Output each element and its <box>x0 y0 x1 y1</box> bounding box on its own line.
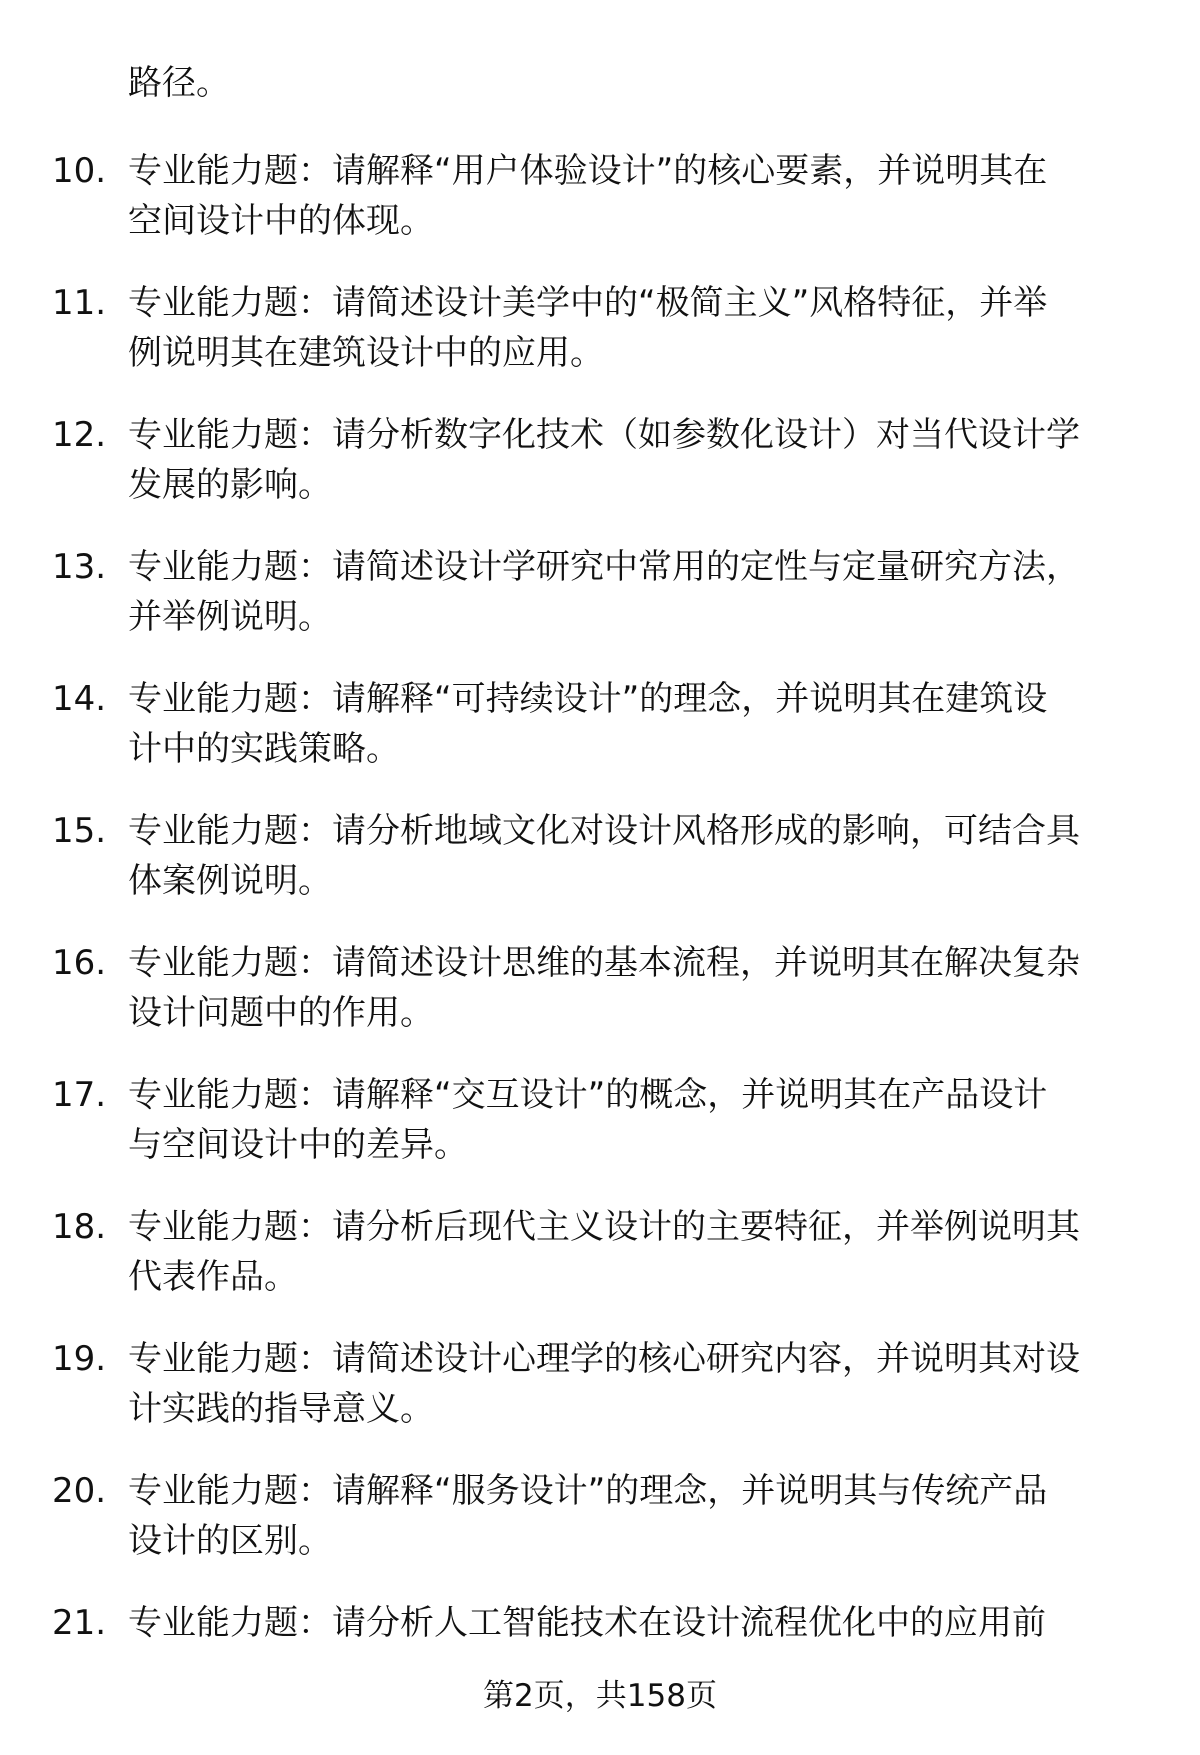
question-text <box>128 1334 1138 1434</box>
question-line: 专业能力题：请分析地域文化对设计风格形成的影响，可结合具 <box>128 811 1080 851</box>
question-line: 代表作品。 <box>128 1257 298 1297</box>
question-number: 12. <box>52 415 107 455</box>
question-item <box>0 278 1200 410</box>
question-text <box>128 1598 1138 1648</box>
question-list <box>0 146 1200 1730</box>
question-number: 13. <box>52 547 107 587</box>
question-line: 专业能力题：请简述设计学研究中常用的定性与定量研究方法， <box>128 547 1080 587</box>
question-line: 专业能力题：请解释“服务设计”的理念，并说明其与传统产品 <box>128 1471 1048 1511</box>
question-item <box>0 410 1200 542</box>
question-line: 专业能力题：请分析数字化技术（如参数化设计）对当代设计学 <box>128 415 1080 455</box>
question-number: 19. <box>52 1339 107 1379</box>
question-line: 专业能力题：请简述设计美学中的“极简主义”风格特征，并举 <box>128 283 1048 323</box>
question-item <box>0 674 1200 806</box>
question-text <box>128 674 1138 774</box>
question-text <box>128 278 1138 378</box>
question-text <box>128 410 1138 510</box>
question-item <box>0 1202 1200 1334</box>
question-number: 14. <box>52 679 107 719</box>
question-item <box>0 938 1200 1070</box>
question-line: 空间设计中的体现。 <box>128 201 434 241</box>
question-line: 计中的实践策略。 <box>128 729 400 769</box>
question-line: 计实践的指导意义。 <box>128 1389 434 1429</box>
question-text <box>128 938 1138 1038</box>
question-line: 专业能力题：请简述设计思维的基本流程，并说明其在解决复杂 <box>128 943 1080 983</box>
question-number: 10. <box>52 151 107 191</box>
question-line: 并举例说明。 <box>128 597 332 637</box>
question-item <box>0 1466 1200 1598</box>
question-number: 21. <box>52 1603 107 1643</box>
question-line: 专业能力题：请简述设计心理学的核心研究内容，并说明其对设 <box>128 1339 1080 1379</box>
question-line: 设计的区别。 <box>128 1521 332 1561</box>
question-text <box>128 1202 1138 1302</box>
question-text <box>128 542 1138 642</box>
question-line: 专业能力题：请分析后现代主义设计的主要特征，并举例说明其 <box>128 1207 1080 1247</box>
question-number: 17. <box>52 1075 107 1115</box>
question-text <box>128 1070 1138 1170</box>
question-line: 专业能力题：请分析人工智能技术在设计流程优化中的应用前 <box>128 1603 1046 1643</box>
question-number: 20. <box>52 1471 107 1511</box>
question-number: 15. <box>52 811 107 851</box>
question-item <box>0 1070 1200 1202</box>
question-text <box>128 806 1138 906</box>
question-item <box>0 806 1200 938</box>
question-line: 专业能力题：请解释“交互设计”的概念，并说明其在产品设计 <box>128 1075 1048 1115</box>
question-number: 18. <box>52 1207 107 1247</box>
question-line: 专业能力题：请解释“可持续设计”的理念，并说明其在建筑设 <box>128 679 1048 719</box>
question-line: 例说明其在建筑设计中的应用。 <box>128 333 604 373</box>
question-item <box>0 146 1200 278</box>
question-number: 16. <box>52 943 107 983</box>
question-item <box>0 542 1200 674</box>
question-line: 专业能力题：请解释“用户体验设计”的核心要素，并说明其在 <box>128 151 1048 191</box>
continuation-text: 路径。 <box>128 63 230 103</box>
question-item <box>0 1334 1200 1466</box>
question-text <box>128 146 1138 246</box>
question-line: 发展的影响。 <box>128 465 332 505</box>
question-line: 设计问题中的作用。 <box>128 993 434 1033</box>
question-text <box>128 1466 1138 1566</box>
page-footer: 第2页，共158页 <box>483 1678 717 1714</box>
question-line: 与空间设计中的差异。 <box>128 1125 468 1165</box>
question-number: 11. <box>52 283 107 323</box>
question-line: 体案例说明。 <box>128 861 332 901</box>
